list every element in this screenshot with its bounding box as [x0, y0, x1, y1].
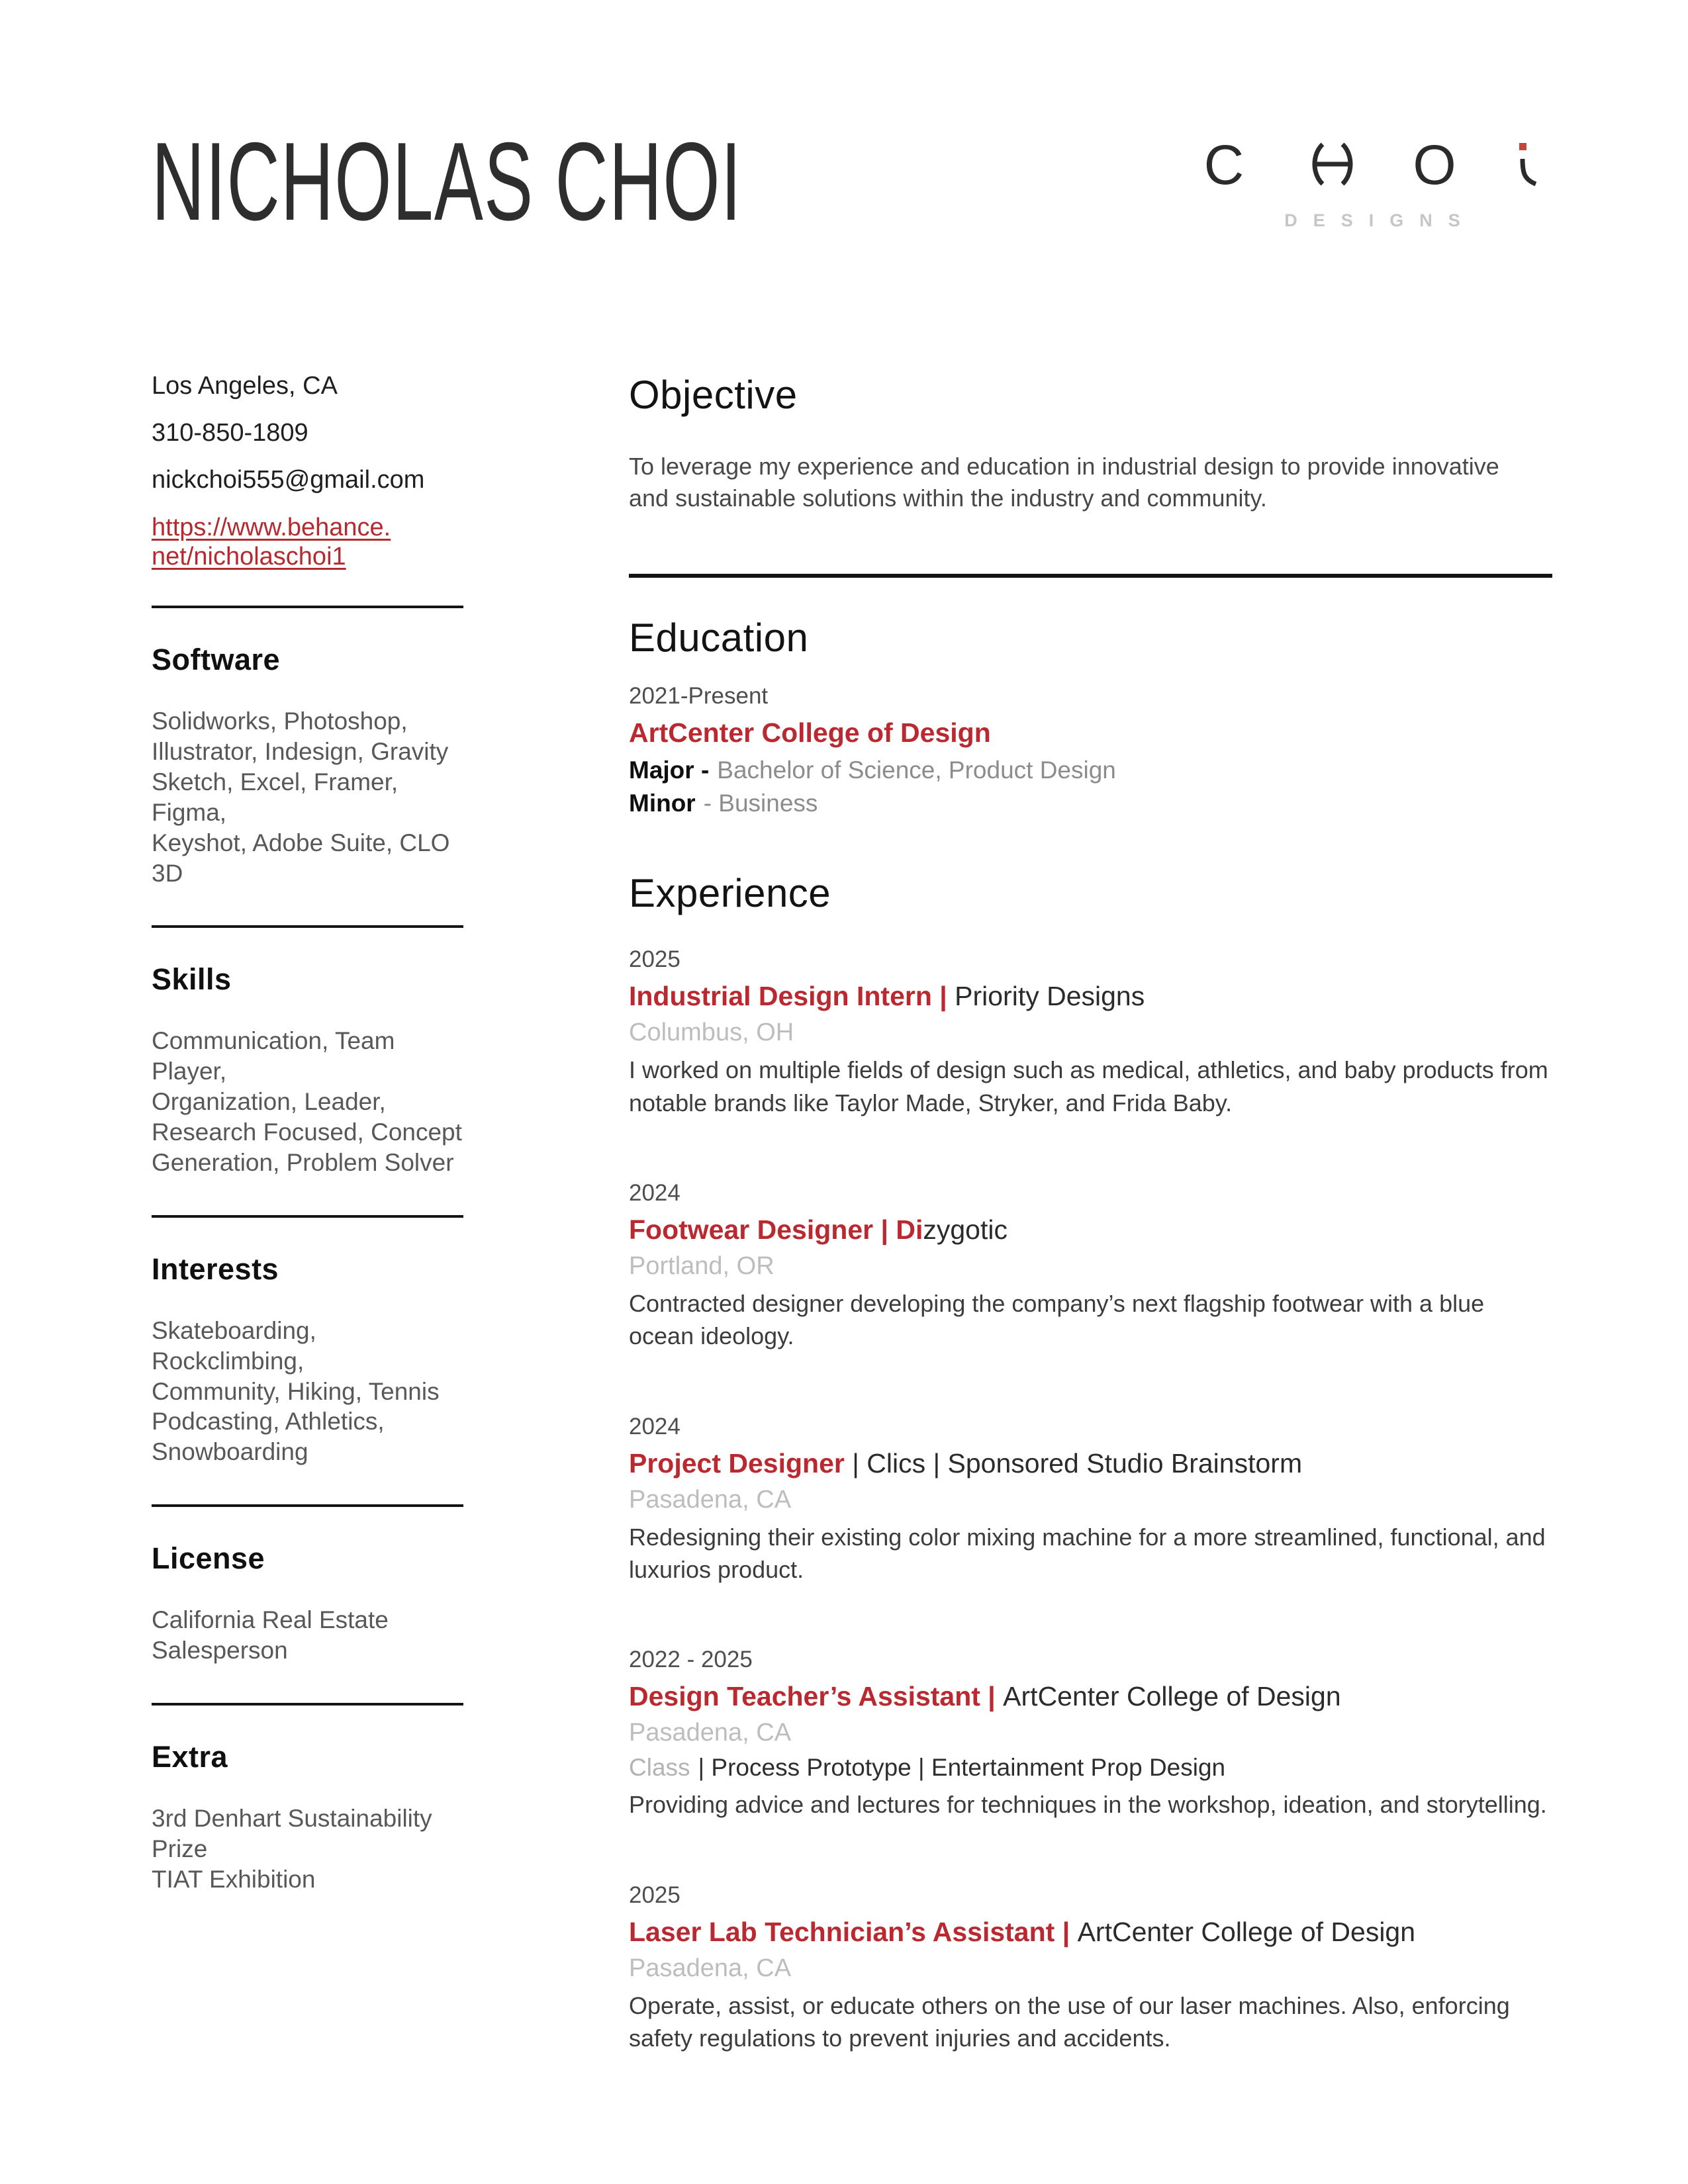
main-content — [629, 372, 1552, 2115]
sidebar-title-license: License — [152, 1541, 265, 1576]
sidebar-text-line: Community, Hiking, Tennis — [152, 1377, 440, 1405]
person-name: NICHOLAS CHOI — [152, 119, 743, 244]
entry-description: Contracted designer developing the company’s next flagship footwear with a blue ocean ideology. — [629, 1290, 1485, 1350]
sidebar-text-line: Sketch, Excel, Framer, Figma, — [152, 768, 399, 826]
entry-role: Design Teacher’s Assistant | — [629, 1681, 1004, 1712]
sidebar-text-line: Skateboarding, Rockclimbing, — [152, 1316, 316, 1375]
sidebar-text-line: Solidworks, Photoshop, — [152, 707, 408, 735]
objective-text: To leverage my experience and education in industrial design to provide innovative and sustainable solutions within the industry and community. — [629, 453, 1499, 512]
entry-company: Priority Designs — [955, 981, 1145, 1012]
contact-block — [152, 372, 463, 571]
major-label: Major - — [629, 756, 710, 784]
sidebar — [152, 372, 463, 2115]
entry-description: I worked on multiple fields of design such as medical, athletics, and baby products from notable brands like Taylor Made, Stryker, and Frida Baby. — [629, 1056, 1548, 1116]
experience-entry — [629, 1647, 1552, 1821]
logo-letter-o: O — [1413, 134, 1456, 196]
experience-entry — [629, 1414, 1552, 1586]
experience-entry — [629, 1180, 1552, 1353]
sidebar-title-skills: Skills — [152, 962, 232, 997]
entry-location: Portland, OR — [629, 1252, 774, 1281]
objective-title: Objective — [629, 373, 798, 417]
section-divider — [152, 1504, 463, 1507]
entry-title — [629, 1448, 1552, 1479]
choi-designs-logo — [1195, 123, 1552, 242]
behance-link-line1: https://www.behance. — [152, 514, 391, 541]
header — [152, 119, 1552, 244]
entry-date: 2024 — [629, 1413, 680, 1439]
entry-title — [629, 1917, 1552, 1948]
entry-class-line — [629, 1754, 1552, 1782]
entry-date: 2025 — [629, 1882, 680, 1908]
sidebar-text-line: Communication, Team Player, — [152, 1027, 395, 1085]
entry-role: Project Designer — [629, 1447, 845, 1479]
sidebar-text-line: TIAT Exhibition — [152, 1865, 316, 1893]
entry-date: 2022 - 2025 — [629, 1647, 753, 1673]
sidebar-text-line: Organization, Leader, — [152, 1088, 386, 1116]
sidebar-body-interests — [152, 1316, 463, 1467]
content-columns — [152, 372, 1552, 2115]
minor-value: - Business — [703, 790, 818, 817]
logo-letter-h-icon — [1315, 144, 1350, 184]
sidebar-text-line: Salesperson — [152, 1637, 288, 1664]
choi-designs-logo-graphic — [1195, 123, 1552, 242]
sidebar-title-interests: Interests — [152, 1251, 279, 1286]
contact-phone: 310-850-1809 — [152, 419, 308, 447]
sidebar-text-line: California Real Estate — [152, 1606, 389, 1634]
behance-link[interactable] — [152, 513, 463, 571]
entry-class-detail: | Process Prototype | Entertainment Prop Design — [698, 1754, 1226, 1782]
sidebar-text-line: Snowboarding — [152, 1438, 308, 1466]
sidebar-body-skills — [152, 1026, 463, 1177]
sidebar-text-line: Generation, Problem Solver — [152, 1148, 454, 1176]
entry-company: zygotic — [923, 1214, 1008, 1246]
section-divider — [152, 925, 463, 928]
sidebar-body-license — [152, 1605, 463, 1666]
logo-red-dot — [1519, 143, 1526, 150]
entry-description: Providing advice and lectures for techniques in the workshop, ideation, and storytelling. — [629, 1791, 1547, 1819]
entry-location: Pasadena, CA — [629, 1485, 792, 1514]
education-date: 2021-Present — [629, 683, 769, 709]
entry-role: Laser Lab Technician’s Assistant | — [629, 1916, 1078, 1947]
major-value: Bachelor of Science, Product Design — [717, 756, 1116, 784]
sidebar-text-line: Keyshot, Adobe Suite, CLO 3D — [152, 829, 450, 887]
sidebar-title-extra: Extra — [152, 1739, 228, 1774]
entry-title — [629, 981, 1552, 1012]
entry-location: Pasadena, CA — [629, 1954, 792, 1982]
contact-location: Los Angeles, CA — [152, 372, 338, 400]
education-title: Education — [629, 615, 809, 660]
sidebar-title-software: Software — [152, 643, 281, 677]
sidebar-text-line: Research Focused, Concept — [152, 1118, 462, 1146]
education-school: ArtCenter College of Design — [629, 717, 991, 749]
minor-label: Minor — [629, 790, 696, 817]
education-block — [629, 683, 1552, 817]
sidebar-text-line: Illustrator, Indesign, Gravity — [152, 738, 449, 766]
entry-date: 2025 — [629, 946, 680, 973]
section-divider — [152, 606, 463, 608]
behance-link-line2: net/nicholaschoi1 — [152, 543, 346, 571]
contact-email: nickchoi555@gmail.com — [152, 466, 425, 494]
sidebar-text-line: 3rd Denhart Sustainability Prize — [152, 1804, 432, 1862]
sidebar-text-line: Podcasting, Athletics, — [152, 1408, 385, 1435]
entry-date: 2024 — [629, 1180, 680, 1206]
entry-class-label: Class — [629, 1754, 690, 1782]
entry-description: Operate, assist, or educate others on the use of our laser machines. Also, enforcing safety regulations to prevent injuries and accidents. — [629, 1991, 1510, 2052]
entry-location: Columbus, OH — [629, 1019, 794, 1047]
experience-entry — [629, 1882, 1552, 2055]
entry-company: ArtCenter College of Design — [1077, 1916, 1416, 1947]
entry-role: Industrial Design Intern | — [629, 981, 955, 1012]
sidebar-body-software — [152, 706, 463, 888]
section-divider — [152, 1215, 463, 1218]
main-divider — [629, 574, 1552, 578]
experience-entry — [629, 946, 1552, 1119]
education-major — [629, 756, 1552, 784]
logo-letter-c: C — [1203, 134, 1244, 196]
education-minor — [629, 790, 1552, 817]
entry-role: Footwear Designer | Di — [629, 1214, 923, 1246]
sidebar-body-extra — [152, 1803, 463, 1895]
entry-title — [629, 1214, 1552, 1246]
entry-company: | Clics | Sponsored Studio Brainstorm — [844, 1447, 1303, 1479]
entry-title — [629, 1681, 1552, 1712]
entry-company: ArtCenter College of Design — [1003, 1681, 1341, 1712]
entry-location: Pasadena, CA — [629, 1719, 792, 1747]
logo-subtext: DESIGNS — [1284, 210, 1476, 230]
section-divider — [152, 1703, 463, 1706]
entry-description: Redesigning their existing color mixing machine for a more streamlined, functional, and luxurios product. — [629, 1523, 1546, 1584]
experience-title: Experience — [629, 871, 831, 916]
logo-letter-i-icon — [1519, 143, 1536, 184]
